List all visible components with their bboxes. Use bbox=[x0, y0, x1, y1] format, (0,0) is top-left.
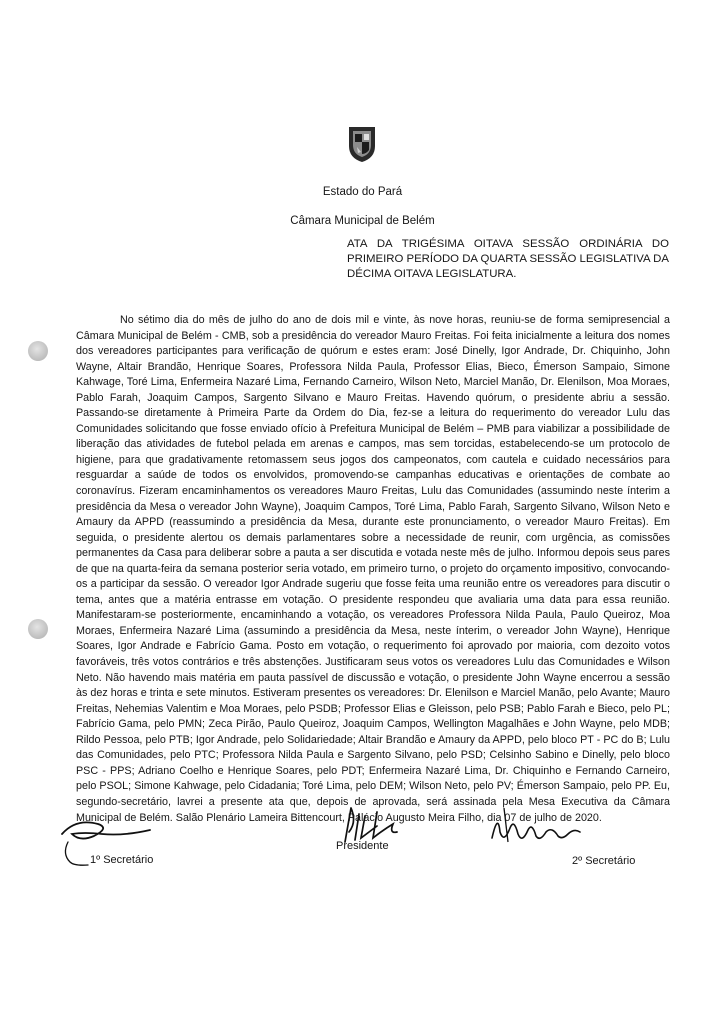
second-secretary-signature bbox=[488, 798, 584, 850]
first-secretary-label: 1º Secretário bbox=[90, 854, 154, 866]
state-name: Estado do Pará bbox=[322, 186, 403, 198]
chamber-name: Câmara Municipal de Belém bbox=[290, 215, 435, 227]
punch-hole-middle bbox=[28, 619, 48, 639]
minutes-body bbox=[76, 313, 670, 826]
minutes-title: ATA DA TRIGÉSIMA OITAVA SESSÃO ORDINÁRIA DO PRIMEIRO PERÍODO DA QUARTA SESSÃO LEGISLATIVA DA DÉCIMA OITAVA LEGISLATURA. bbox=[347, 238, 669, 280]
coat-of-arms-icon bbox=[346, 124, 378, 164]
punch-hole-top bbox=[28, 341, 48, 361]
minutes-paragraph: No sétimo dia do mês de julho do ano de dois mil e vinte, às nove horas, reuniu-se de forma semipresencial a Câmara Municipal de Belém - CMB, sob a presidência do vereador Mauro Freitas. Foi feita inicialmente a leitura dos nomes dos vereadores participantes para verificação de quórum e estes eram: José Dinelly, Igor Andrade, Dr. Chiquinho, John Wayne, Altair Brandão, Henrique Soares, Professora Nilda Paula, Professor Elias, Bieco, Émerson Sampaio, Simone Kahwage, Toré Lima, Enfermeira Nazaré Lima, Fernando Carneiro, Wilson Neto, Marciel Manão, Dr. Elenilson, Moa Moraes, Pablo Farah, Joaquim Campos, Sargento Silvano e Mauro Freitas. Havendo quórum, o presidente abriu a sessão. Passando-se diretamente à Primeira Parte da Ordem do Dia, fez-se a leitura do requerimento do vereador Lulu das Comunidades solicitando que fosse enviado ofício à Prefeitura Municipal de Belém – PMB para viabilizar a possibilidade de liberação das atividades de futebol pelada em arenas e campos, mas sem torcidas, estabelecendo-se um protocolo de higiene, para que gradativamente retomassem seus jogos dos campeonatos, com cautela e cuidado necessários para resguardar a saúde de todos os envolvidos, promovendo-se campanhas educativas e orientações de combate ao coronavírus. Fizeram encaminhamentos os vereadores Mauro Freitas, Lulu das Comunidades (assumindo neste ínterim a presidência da Mesa o vereador John Wayne), Joaquim Campos, Toré Lima, Pablo Farah, Sargento Silvano, Wilson Neto e Amaury da APPD (reassumindo a presidência da Mesa, durante este pronunciamento, o vereador Mauro Freitas). Em seguida, o presidente alertou os demais parlamentares sobre a necessidade de reunir, com urgência, as comissões permanentes da Casa para deliberar sobre a pauta a ser discutida e votada neste mês de julho. Informou depois seus pares de que na quarta-feira da semana posterior seria votado, em primeiro turno, o projeto do orçamento impositivo, convocando-os a participar da sessão. O vereador Igor Andrade sugeriu que fosse feita uma reunião entre os vereadores para discutir o tema, antes que a matéria entrasse em votação. O presidente respondeu que avaliaria uma data para essa reunião. Manifestaram-se posteriormente, encaminhando a votação, os vereadores Professora Nilda Paula, Paulo Queiroz, Moa Moraes, Enfermeira Nazaré Lima (assumindo a presidência da Mesa, neste ínterim, o vereador John Wayne), Henrique Soares, Igor Andrade e Fabrício Gama. Posto em votação, o requerimento foi aprovado por maioria, com dezoito votos favoráveis, três votos contrários e três abstenções. Justificaram seus votos os vereadores Lulu das Comunidades e Wilson Neto. Não havendo mais matéria em pauta passível de discussão e votação, o presidente John Wayne encerrou a sessão às dez horas e trinta e sete minutos. Estiveram presentes os vereadores: Dr. Elenilson e Marciel Manão, pelo Avante; Mauro Freitas, Nehemias Valentim e Moa Moraes, pelo PSDB; Professor Elias e Gleisson, pelo PSB; Pablo Farah e Bieco, pelo PL; Fabrício Gama, pelo PMN; Zeca Pirão, Paulo Queiroz, Joaquim Campos, Wellington Magalhães e John Wayne, pelo MDB; Rildo Pessoa, pelo PTB; Igor Andrade, pelo Solidariedade; Altair Brandão e Amaury da APPD, pelo bloco PT - PC do B; Lulu das Comunidades, pelo PTC; Professora Nilda Paula e Sargento Silvano, pelo PSD; Celsinho Sabino e Dinelly, pelo bloco PSC - PPS; Adriano Coelho e Henrique Soares, pelo PDT; Enfermeira Nazaré Lima, Dr. Chiquinho e Fernando Carneiro, pelo PSOL; Simone Kahwage, pelo Cidadania; Toré Lima, pelo DEM; Wilson Neto, pelo PV; Émerson Sampaio, pelo PP. Eu, segundo-secretário, lavrei a presente ata que, depois de aprovada, será assinada pela Mesa Executiva da Câmara Municipal de Belém. Salão Plenário Lameira Bittencourt, Palácio Augusto Meira Filho, dia 07 de julho de 2020. bbox=[76, 314, 670, 824]
president-label: Presidente bbox=[336, 840, 389, 852]
second-secretary-label: 2º Secretário bbox=[572, 855, 636, 867]
